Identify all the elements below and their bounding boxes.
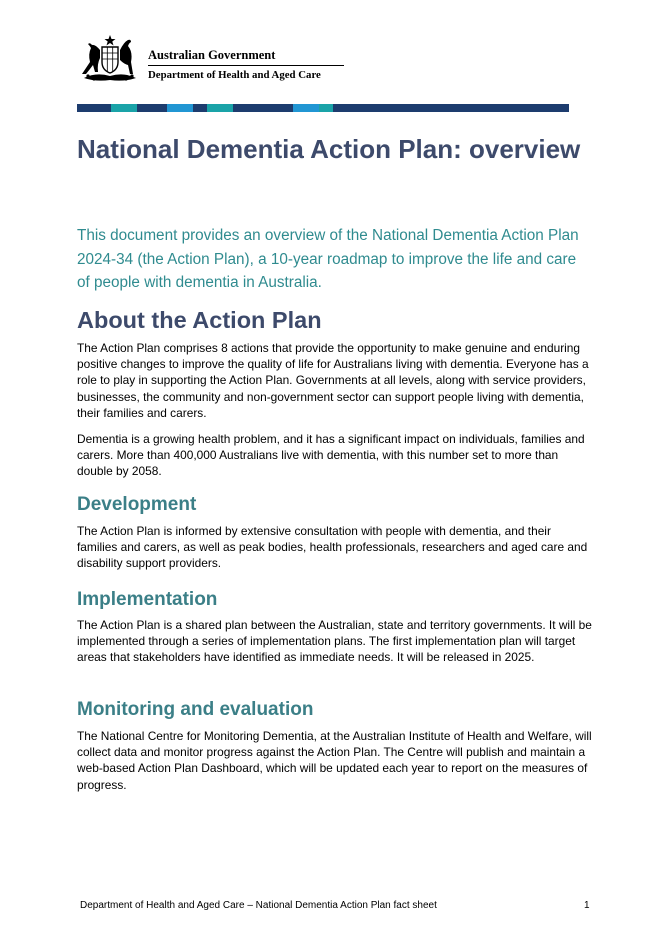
government-name: Australian Government xyxy=(148,48,276,62)
page-number: 1 xyxy=(584,900,590,911)
intro-summary: This document provides an overview of the National Dementia Action Plan 2024-34 (the Action Plan), a 10-year roadmap to improve the life and care of people with dementia in Australia. xyxy=(77,227,579,291)
about-heading: About the Action Plan xyxy=(77,307,322,333)
implementation-heading: Implementation xyxy=(77,589,218,610)
header-color-band xyxy=(77,104,589,112)
band-segment xyxy=(319,104,333,112)
about-paragraph-1: The Action Plan comprises 8 actions that provide the opportunity to make genuine and enduring positive changes to improve the quality of life for Australians living with dementia. Everyone has a role to play in supporting the Action Plan. Governments at all levels, along with service providers, businesses, the community and non-government sector can support people living with dementia, their families and carers. xyxy=(77,341,589,420)
about-paragraph-2: Dementia is a growing health problem, and it has a significant impact on individuals, families and carers. More than 400,000 Australians live with dementia, with this number set to more than double by 2058. xyxy=(77,432,585,479)
logo-divider xyxy=(148,65,344,66)
band-segment xyxy=(233,104,293,112)
band-segment xyxy=(137,104,167,112)
band-segment xyxy=(207,104,233,112)
footer-text: Department of Health and Aged Care – National Dementia Action Plan fact sheet xyxy=(80,900,437,911)
australian-coat-of-arms-icon xyxy=(78,34,142,84)
band-segment xyxy=(333,104,569,112)
band-segment xyxy=(293,104,319,112)
government-logo xyxy=(78,34,348,88)
band-segment xyxy=(111,104,137,112)
implementation-paragraph: The Action Plan is a shared plan between the Australian, state and territory governments. It will be implemented through a series of implementation plans. The first implementation plan will target areas that stakeholders have identified as immediate needs. It will be released in 2025. xyxy=(77,618,592,665)
department-name: Department of Health and Aged Care xyxy=(148,69,321,81)
band-segment xyxy=(193,104,207,112)
page-title: National Dementia Action Plan: overview xyxy=(77,134,581,164)
monitoring-paragraph: The National Centre for Monitoring Dementia, at the Australian Institute of Health and Welfare, will collect data and monitor progress against the Action Plan. The Centre will publish and maintain a web-based Action Plan Dashboard, which will be updated each year to report on the measures of progress. xyxy=(77,729,592,792)
development-heading: Development xyxy=(77,494,197,515)
band-segment xyxy=(77,104,111,112)
monitoring-heading: Monitoring and evaluation xyxy=(77,699,314,720)
development-paragraph: The Action Plan is informed by extensive consultation with people with dementia, and their families and carers, as well as peak bodies, health professionals, researchers and aged care and disability support providers. xyxy=(77,524,588,571)
band-segment xyxy=(167,104,193,112)
